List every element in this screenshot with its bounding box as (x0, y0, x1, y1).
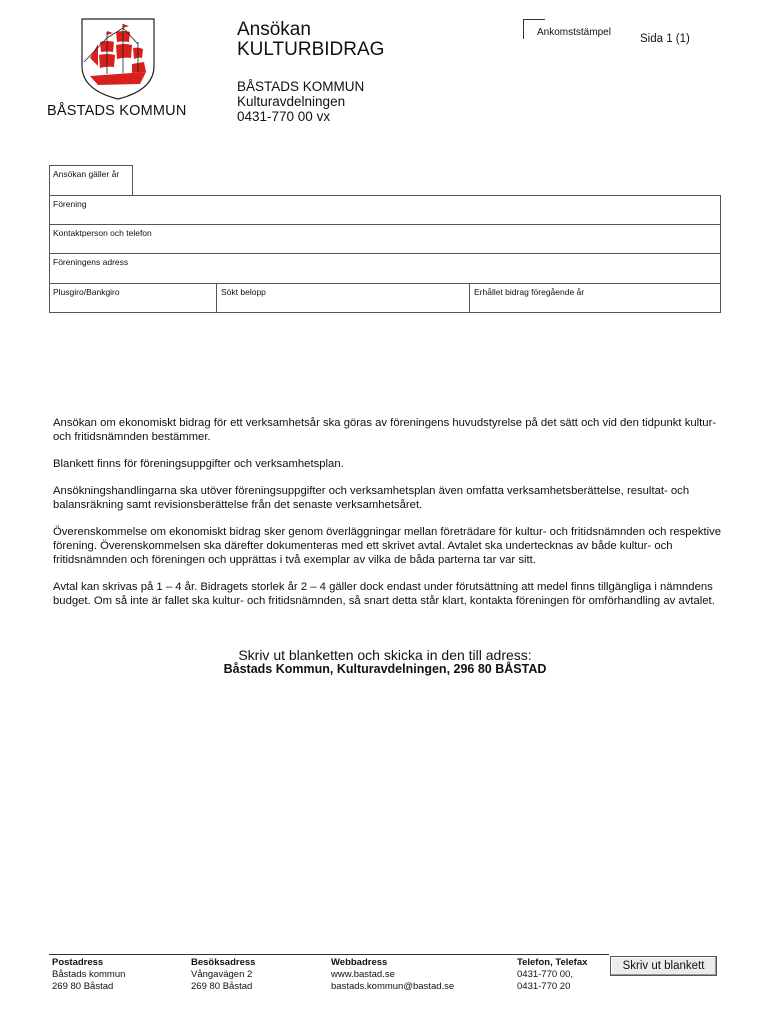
amount-field[interactable] (217, 284, 469, 312)
form-subtitle: KULTURBIDRAG (237, 39, 385, 60)
print-form-button[interactable]: Skriv ut blankett (610, 956, 717, 976)
instruction-paragraph: Avtal kan skrivas på 1 – 4 år. Bidragets storlek år 2 – 4 gäller dock endast under förutsättning att medel finns tillgängliga i nämndens budget. Om så inte är fallet ska kultur- och fritidsnämnden, så snart detta står klart, kontakta föreningen för omförhandling av avtalet. (53, 581, 715, 607)
footer-postal-heading: Postadress (52, 957, 104, 968)
org-phone: 0431-770 00 vx (237, 109, 331, 124)
org-name: BÅSTADS KOMMUN (237, 79, 365, 94)
association-field[interactable] (49, 196, 720, 224)
address-field-label: Föreningens adress (53, 257, 129, 267)
footer-postal-line: Båstads kommun (52, 969, 126, 980)
instruction-paragraph: Blankett finns för föreningsuppgifter och verksamhetsplan. (53, 458, 344, 470)
footer-phone-heading: Telefon, Telefax (517, 957, 588, 968)
giro-field[interactable] (49, 284, 216, 312)
footer-phone-line: 0431-770 00, (517, 969, 573, 980)
footer-visit-line: Vångavägen 2 (191, 969, 253, 980)
application-form (49, 165, 721, 313)
instruction-paragraph: Överenskommelse om ekonomiskt bidrag sker genom överläggningar mellan företrädare för kultur- och fritidsnämnden och respektive förening. Överenskommelsen ska därefter dokumenteras med ett skrivet avtal. Avtalet ska undertecknas av både kultur- och fritidsnämnden och föreningen och upprättas i två exemplar av vilka de båda parterna tar var sitt. (53, 526, 722, 566)
previous-grant-field[interactable] (470, 284, 720, 312)
ship-coat-of-arms-icon (80, 18, 156, 100)
contact-field[interactable] (49, 225, 720, 253)
org-department: Kulturavdelningen (237, 94, 346, 109)
submit-instruction: Skriv ut blanketten och skicka in den till adress: (238, 647, 532, 663)
footer-web-heading: Webbadress (331, 957, 388, 968)
footer-fax-line: 0431-770 20 (517, 981, 571, 992)
footer-web (331, 957, 454, 993)
stamp-label: Ankomststämpel (537, 27, 611, 38)
address-field[interactable] (49, 254, 720, 283)
contact-field-label: Kontaktperson och telefon (53, 228, 152, 238)
instruction-paragraph: Ansökan om ekonomiskt bidrag för ett verksamhetsår ska göras av föreningens huvudstyrelse på det sätt och vid den tidpunkt kultur- och fritidsnämnden bestämmer. (53, 417, 717, 443)
amount-field-label: Sökt belopp (221, 287, 266, 297)
previous-grant-field-label: Erhållet bidrag föregående år (474, 287, 585, 297)
brand-name: BÅSTADS KOMMUN (47, 103, 187, 119)
association-field-label: Förening (53, 199, 87, 209)
page-number: Sida 1 (1) (640, 33, 690, 45)
giro-field-label: Plusgiro/Bankgiro (53, 287, 120, 297)
footer-visit-heading: Besöksadress (191, 957, 256, 968)
footer-email-link[interactable]: bastads.kommun@bastad.se (331, 981, 455, 992)
year-field[interactable] (49, 166, 132, 195)
form-title: Ansökan (237, 19, 311, 40)
footer-visit-line: 269 80 Båstad (191, 981, 253, 992)
instruction-paragraph: Ansökningshandlingarna ska utöver föreningsuppgifter och verksamhetsplan även omfatta verksamhetsberättelse, resultat- och balansräkning samt revisionsberättelse från det senaste verksamhetsåret. (53, 485, 690, 511)
year-field-label: Ansökan gäller år (53, 169, 120, 179)
submit-address: Båstads Kommun, Kulturavdelningen, 296 80 BÅSTAD (223, 662, 547, 676)
footer-phone (517, 957, 587, 993)
footer-visit (191, 957, 255, 993)
footer-web-link[interactable]: www.bastad.se (331, 969, 395, 980)
footer-divider (49, 954, 609, 955)
footer-postal-line: 269 80 Båstad (52, 981, 114, 992)
footer-postal (52, 957, 125, 993)
instructions (53, 416, 733, 621)
